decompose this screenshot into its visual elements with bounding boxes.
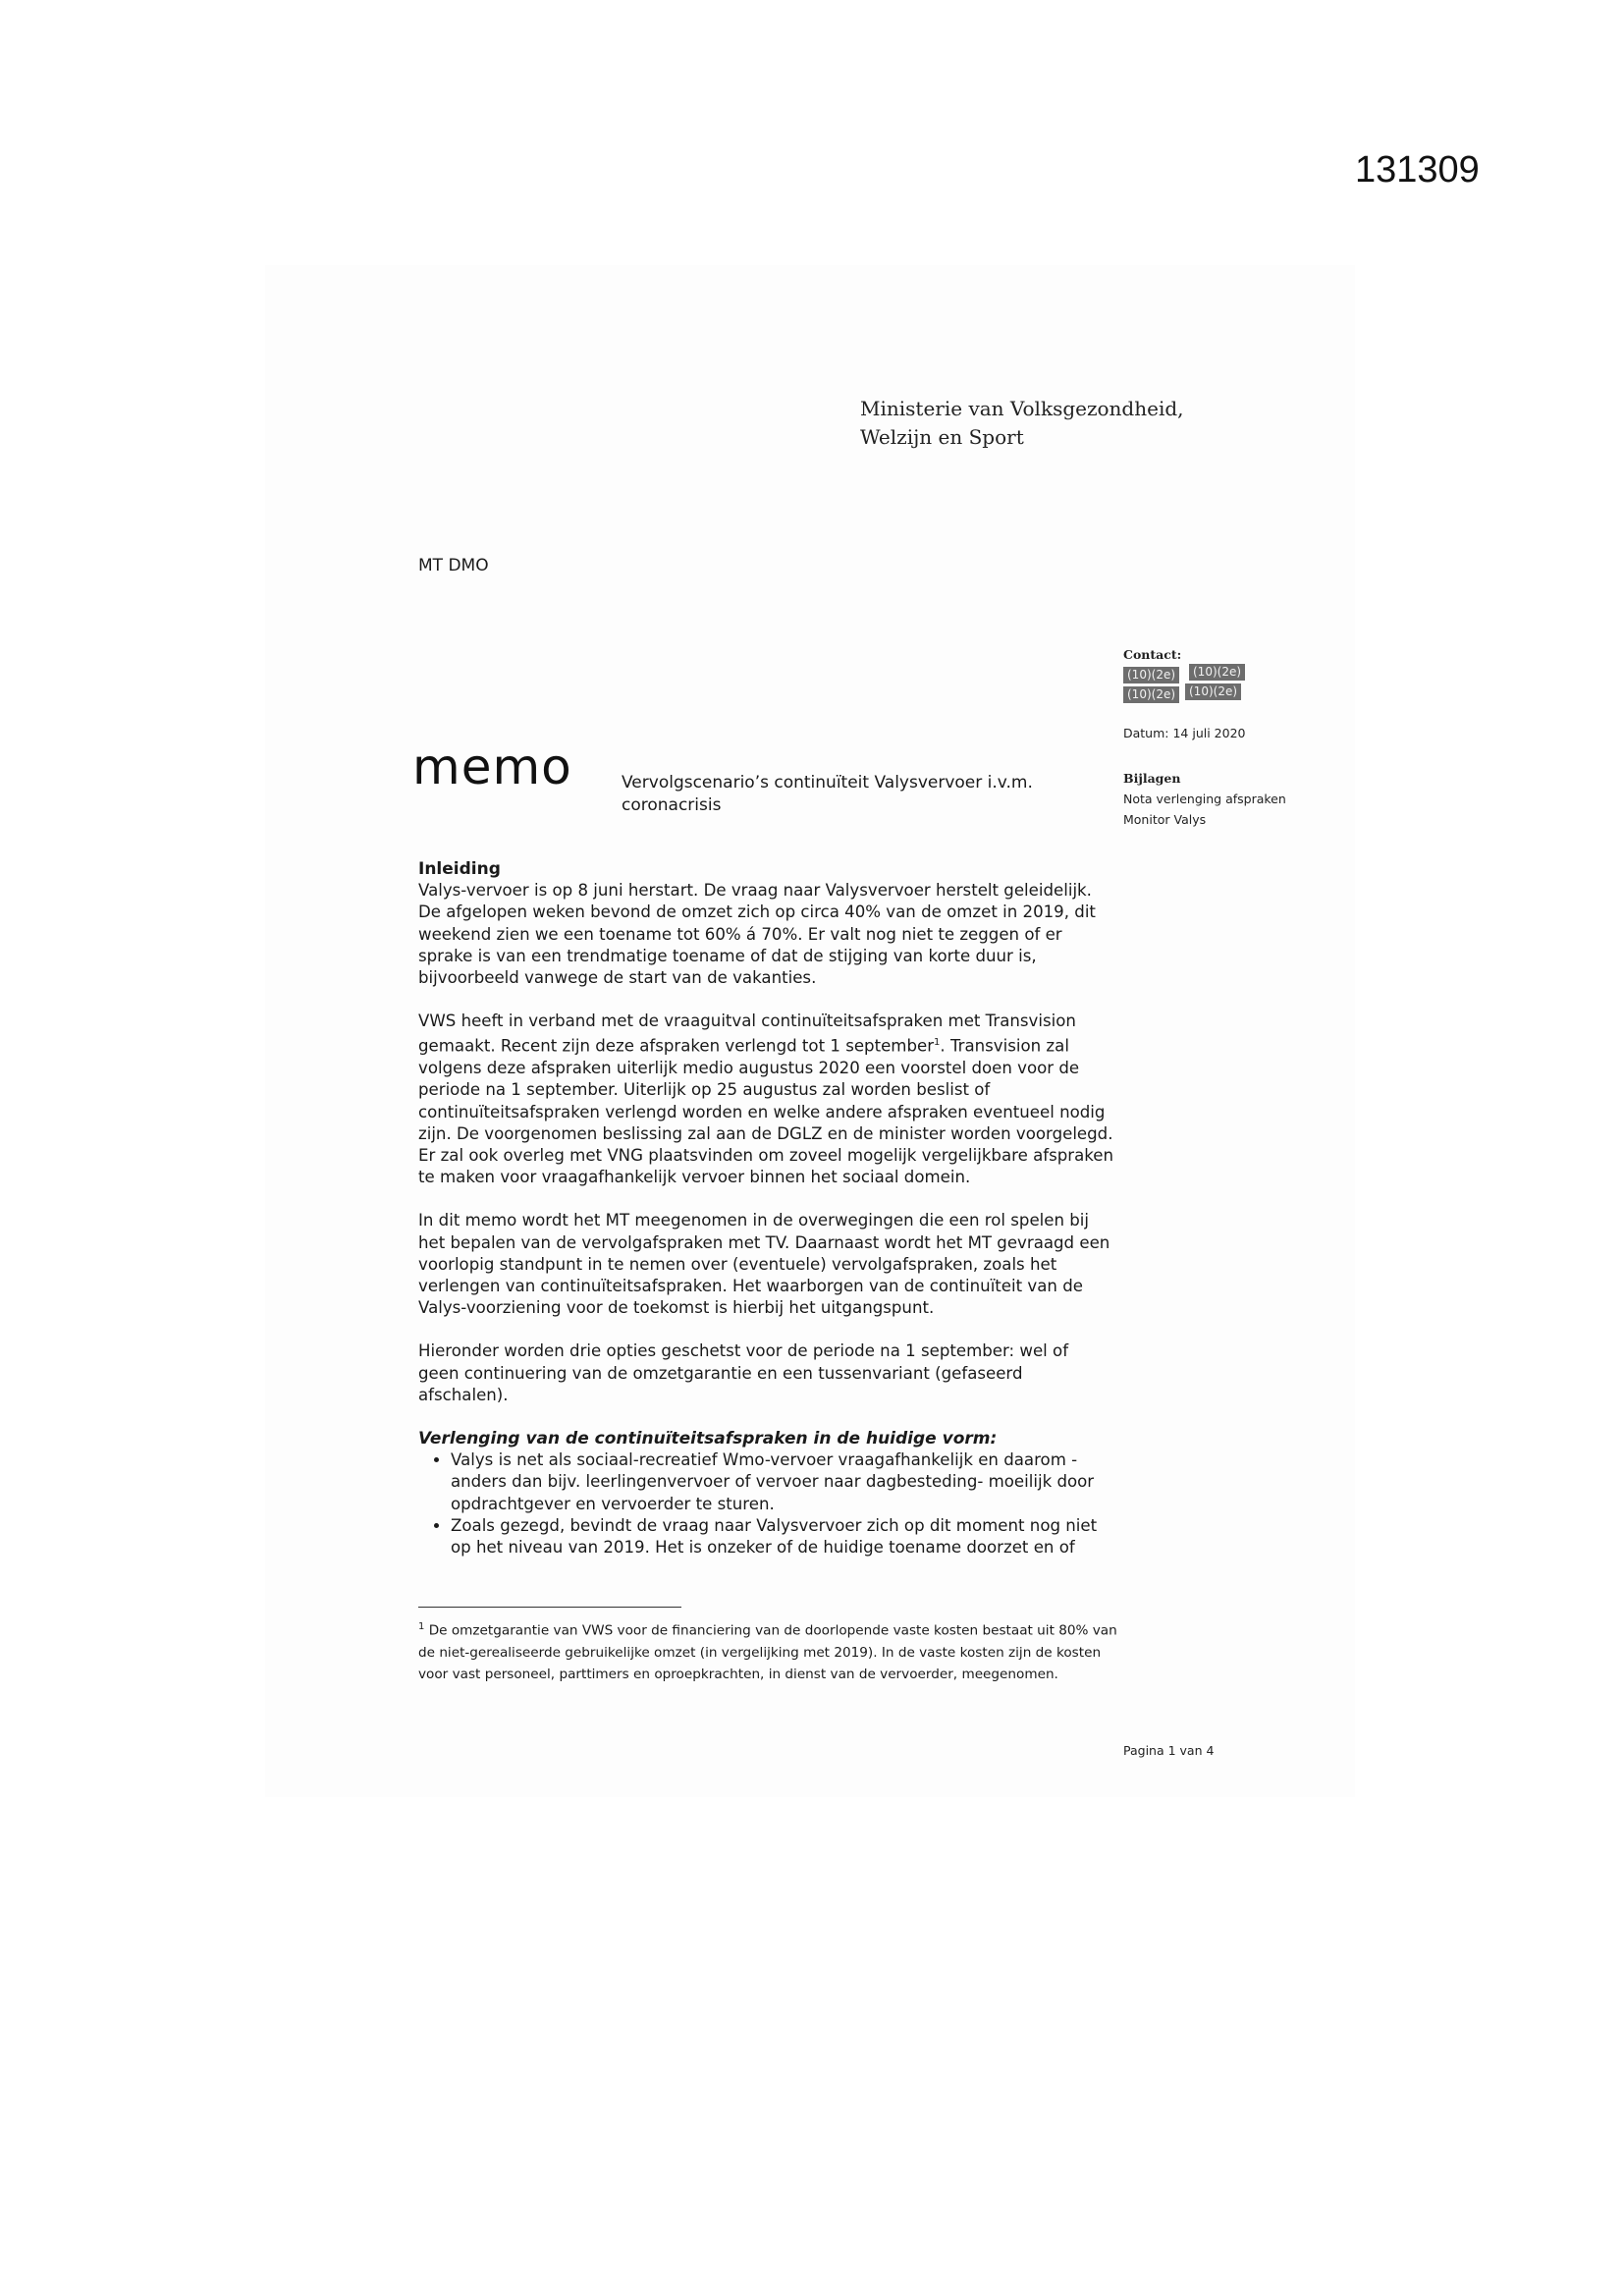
paragraph: Hieronder worden drie opties geschetst voor de periode na 1 september: wel of geen continuering van de omzetgarantie en een tussenvariant (gefaseerd afschalen).: [418, 1341, 1069, 1404]
ministry-line-1: Ministerie van Volksgezondheid,: [860, 397, 1184, 420]
memo-subject: Vervolgscenario’s continuïteit Valysvervoer i.v.m. coronacrisis: [622, 773, 1033, 815]
footnote-number: 1: [418, 1621, 425, 1632]
footnote-ref: 1: [934, 1037, 941, 1049]
footnote-text: De omzetgarantie van VWS voor de financiering van de doorlopende vaste kosten bestaat uit 80% van de niet-gerealiseerde gebruikelijke omzet (in vergelijking met 2019). In de vaste kosten zijn de kosten voor vast personeel, parttimers en oproepkrachten, in dienst van de vervoerder, meegenomen.: [418, 1622, 1117, 1682]
ministry-line-2: Welzijn en Sport: [860, 425, 1024, 449]
bijlagen-label: Bijlagen: [1123, 771, 1181, 786]
datum: Datum: 14 juli 2020: [1123, 726, 1246, 740]
page-number: Pagina 1 van 4: [1123, 1743, 1215, 1758]
redaction: (10)(2e): [1185, 683, 1241, 700]
memo-body: [418, 858, 1113, 1558]
memo-title: memo: [412, 738, 572, 795]
document-number: 131309: [1355, 149, 1480, 191]
paragraph-text: VWS heeft in verband met de vraaguitval continuïteitsafspraken met Transvision gemaakt. Recent zijn deze afspraken verlengd tot 1 september: [418, 1011, 1076, 1056]
bijlage-item: Monitor Valys: [1123, 812, 1207, 827]
heading-verlenging: Verlenging van de continuïteitsafspraken in de huidige vorm:: [418, 1429, 998, 1449]
redaction: (10)(2e): [1123, 667, 1179, 683]
footnote-divider: [418, 1607, 681, 1608]
footnote: [418, 1616, 1117, 1685]
addressee: MT DMO: [418, 556, 489, 575]
list-item: • Zoals gezegd, bevindt de vraag naar Valysvervoer zich op dit moment nog niet op het niveau van 2019. Het is onzeker of de huidige toename doorzet en of: [451, 1515, 1113, 1558]
bullet-list: [418, 1449, 1113, 1558]
heading-inleiding: Inleiding: [418, 859, 501, 879]
redaction: (10)(2e): [1123, 686, 1179, 703]
bijlage-item: Nota verlenging afspraken: [1123, 792, 1286, 806]
contact-label: Contact:: [1123, 647, 1182, 662]
paragraph: [418, 1011, 1113, 1188]
contact-block: [1123, 644, 1245, 704]
paragraph: Valys-vervoer is op 8 juni herstart. De vraag naar Valysvervoer herstelt geleidelijk. De afgelopen weken bevond de omzet zich op circa 40% van de omzet in 2019, dit weekend zien we een toename tot 60% á 70%. Er valt nog niet te zeggen of er sprake is van een trendmatige toename of dat de stijging van korte duur is, bijvoorbeeld vanwege de start van de vakanties.: [418, 881, 1096, 988]
paragraph-text: . Transvision zal volgens deze afspraken uiterlijk medio augustus 2020 een voorstel doen voor de periode na 1 september. Uiterlijk op 25 augustus zal worden beslist of continuïteitsafspraken verlengd worden en welke andere afspraken eventueel nodig zijn. De voorgenomen beslissing zal aan de DGLZ en de minister worden voorgelegd. Er zal ook overleg met VNG plaatsvinden om zoveel mogelijk vergelijkbare afspraken te maken voor vraagafhankelijk vervoer binnen het sociaal domein.: [418, 1036, 1113, 1187]
list-item: • Valys is net als sociaal-recreatief Wmo-vervoer vraagafhankelijk en daarom - anders dan bijv. leerlingenvervoer of vervoer naar dagbesteding- moeilijk door opdrachtgever en vervoerder te sturen.: [451, 1449, 1113, 1515]
ministry-logo-text: [860, 395, 1184, 452]
paragraph: In dit memo wordt het MT meegenomen in de overwegingen die een rol spelen bij het bepalen van de vervolgafspraken met TV. Daarnaast wordt het MT gevraagd een voorlopig standpunt in te nemen over (eventuele) vervolgafspraken, zoals het verlengen van continuïteitsafspraken. Het waarborgen van de continuïteit van de Valys-voorziening voor de toekomst is hierbij het uitgangspunt.: [418, 1211, 1110, 1318]
redaction: (10)(2e): [1189, 664, 1245, 681]
bijlagen-block: [1123, 768, 1286, 830]
